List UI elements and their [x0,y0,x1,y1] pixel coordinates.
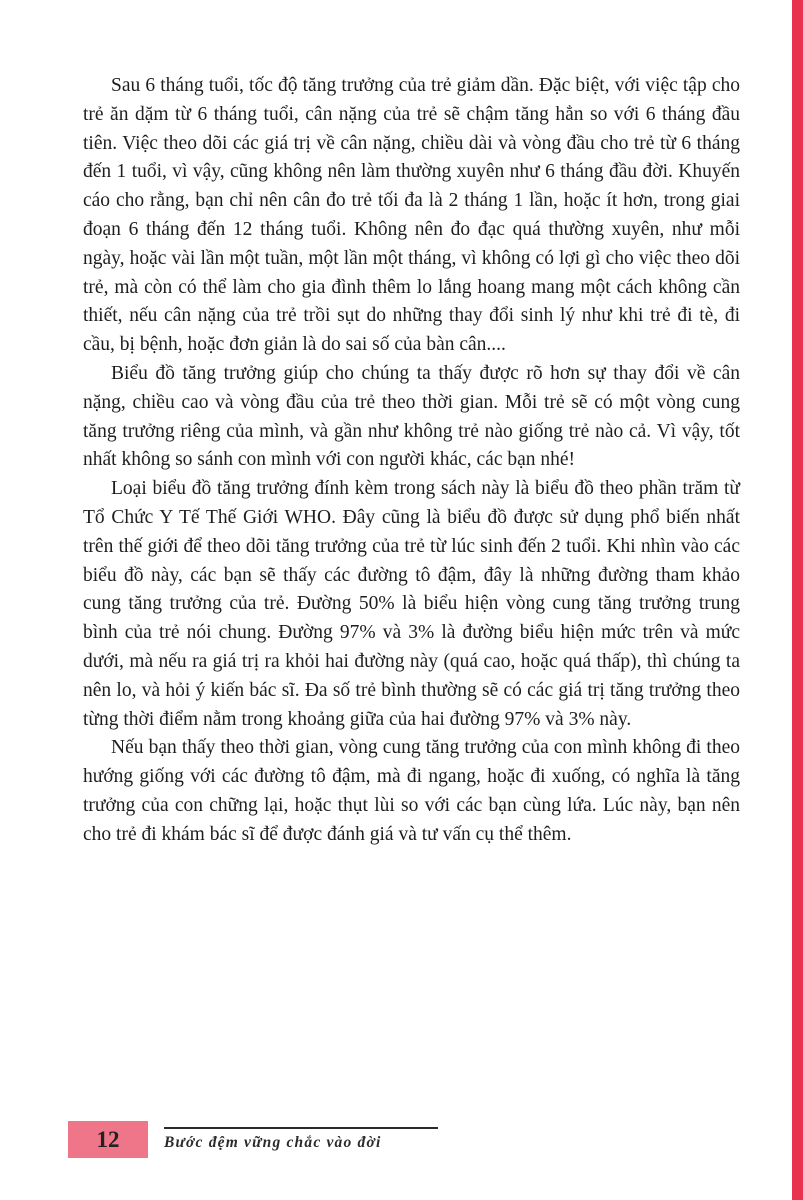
paragraph: Sau 6 tháng tuổi, tốc độ tăng trưởng của trẻ giảm dần. Đặc biệt, với việc tập cho trẻ ăn dặm từ 6 tháng tuổi, cân nặng của trẻ sẽ chậm tăng hẳn so với 6 tháng đầu tiên. Việc theo dõi các giá trị về cân nặng, chiều dài và vòng đầu cho trẻ từ 6 tháng đến 1 tuổi, vì vậy, cũng không nên làm thường xuyên như 6 tháng đầu đời. Khuyến cáo cho rằng, bạn chỉ nên cân đo trẻ tối đa là 2 tháng 1 lần, hoặc ít hơn, trong giai đoạn 6 tháng đến 12 tháng tuổi. Không nên đo đạc quá thường xuyên, như mỗi ngày, hoặc vài lần một tuần, một lần một tháng, vì không có lợi gì cho việc theo dõi trẻ, mà còn có thể làm cho gia đình thêm lo lắng hoang mang một cách không cần thiết, nếu cân nặng của trẻ trồi sụt do những thay đổi sinh lý như khi trẻ đi tè, đi cầu, bị bệnh, hoặc đơn giản là do sai số của bàn cân.... [83,75,740,356]
footer-caption-wrap [164,1121,438,1152]
page-body-text [83,72,740,850]
paragraph: Loại biểu đồ tăng trưởng đính kèm trong sách này là biểu đồ theo phần trăm từ Tổ Chức Y Tế Thế Giới WHO. Đây cũng là biểu đồ được sử dụng phổ biến nhất trên thế giới để theo dõi tăng trưởng của trẻ từ lúc sinh đến 2 tuổi. Khi nhìn vào các biểu đồ này, các bạn sẽ thấy các đường tô đậm, đây là những đường tham khảo cung tăng trưởng của trẻ. Đường 50% là biểu hiện vòng cung tăng trưởng trung bình của trẻ nói chung. Đường 97% và 3% là đường biểu hiện mức trên và mức dưới, mà nếu ra giá trị ra khỏi hai đường này (quá cao, hoặc quá thấp), thì chúng ta nên lo, và hỏi ý kiến bác sĩ. Đa số trẻ bình thường sẽ có các giá trị tăng trưởng theo từng thời điểm nằm trong khoảng giữa của hai đường 97% và 3% này. [83,478,740,730]
page-edge-strip [792,0,803,1200]
paragraph: Nếu bạn thấy theo thời gian, vòng cung tăng trưởng của con mình không đi theo hướng giống với các đường tô đậm, mà đi ngang, hoặc đi xuống, có nghĩa là tăng trưởng của con chững lại, hoặc thụt lùi so với các bạn cùng lứa. Lúc này, bạn nên cho trẻ đi khám bác sĩ để được đánh giá và tư vấn cụ thể thêm. [83,737,740,845]
footer-rule [164,1127,438,1129]
page-footer [68,1121,438,1158]
page-number: 12 [68,1121,148,1158]
book-title: Bước đệm vững chắc vào đời [164,1134,382,1151]
paragraph: Biểu đồ tăng trưởng giúp cho chúng ta thấy được rõ hơn sự thay đổi về cân nặng, chiều cao và vòng đầu của trẻ theo thời gian. Mỗi trẻ sẽ có một vòng cung tăng trưởng riêng của mình, và gần như không trẻ nào giống trẻ nào cả. Vì vậy, tốt nhất không so sánh con mình với con người khác, các bạn nhé! [83,362,740,471]
